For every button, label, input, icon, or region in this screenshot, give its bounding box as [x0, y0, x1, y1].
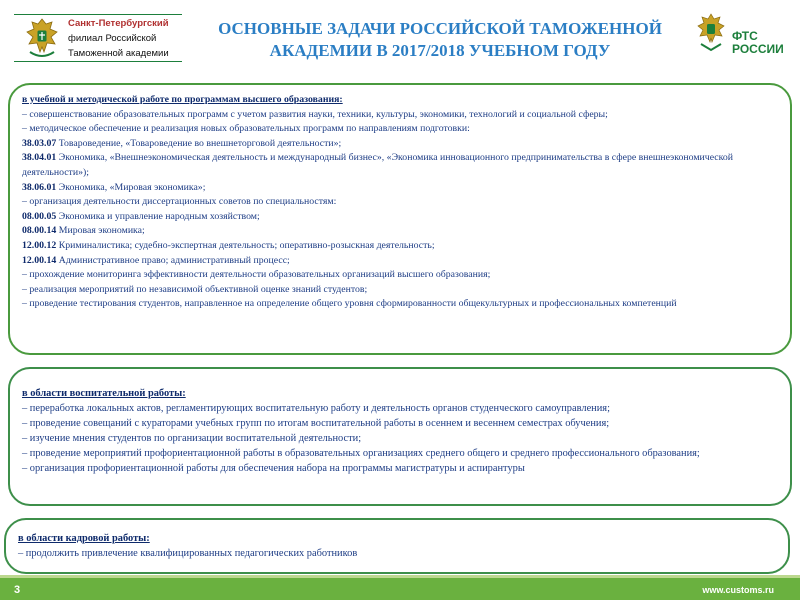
academy-emblem-icon — [22, 16, 62, 60]
branch-divider-bottom — [14, 61, 182, 62]
education-item: – методическое обеспечение и реализация новых образовательных программ по направлениям подготовки: — [22, 123, 470, 135]
branch-line-2: филиал Российской — [68, 33, 157, 44]
upbringing-item: – переработка локальных актов, регламентирующих воспитательную работу и деятельность органов студенческого самоуправления; — [22, 403, 610, 414]
staff-item: – продолжить привлечение квалифицированных педагогических работников — [18, 548, 358, 559]
page-title-line-2: АКАДЕМИИ В 2017/2018 УЧЕБНОМ ГОДУ — [269, 41, 611, 60]
branch-divider-top — [14, 14, 182, 15]
branch-line-3: Таможенной академии — [68, 48, 169, 59]
education-item: – проведение тестирования студентов, направленное на определение общего уровня сформированности общекультурных и профессиональных компетенций — [22, 298, 677, 310]
staff-heading: в области кадровой работы: — [18, 533, 150, 544]
page-title-line-1: ОСНОВНЫЕ ЗАДАЧИ РОССИЙСКОЙ ТАМОЖЕННОЙ — [218, 19, 662, 38]
page-title — [190, 18, 690, 62]
education-heading: в учебной и методической работе по программам высшего образования: — [22, 94, 343, 105]
upbringing-item: – организация профориентационной работы для обеспечения набора на программы магистратуры и аспирантуры — [22, 463, 525, 474]
education-item: 38.04.01 Экономика, «Внешнеэкономическая деятельность и международный бизнес», «Экономика инновационного предпринимательства в сфере внешнеэкономической деятельности»); — [22, 152, 734, 178]
education-item: – организация деятельности диссертационных советов по специальностям: — [22, 196, 337, 208]
upbringing-item: – проведение совещаний с кураторами учебных групп по итогам воспитательной работы в осеннем и весеннем семестрах обучения; — [22, 418, 610, 429]
education-item: 08.00.05 Экономика и управление народным хозяйством; — [22, 210, 260, 222]
education-item: 38.03.07 Товароведение, «Товароведение во внешнеторговой деятельности»; — [22, 137, 342, 149]
upbringing-section — [8, 367, 792, 506]
upbringing-heading: в области воспитательной работы: — [22, 388, 186, 399]
fts-logo-line-1: ФТС — [732, 29, 758, 43]
page-number: 3 — [14, 584, 21, 596]
fts-logo-text — [732, 30, 784, 56]
upbringing-item: – изучение мнения студентов по организации воспитательной деятельности; — [22, 433, 362, 444]
footer-site-link[interactable]: www.customs.ru — [702, 585, 774, 595]
fts-emblem-icon — [695, 12, 727, 52]
education-item: 12.00.12 Криминалистика; судебно-экспертная деятельность; оперативно-розыскная деятельность; — [22, 239, 435, 251]
education-item: – реализация мероприятий по независимой объективной оценке знаний студентов; — [22, 283, 368, 295]
education-section — [8, 83, 792, 355]
fts-logo-line-2: РОССИИ — [732, 42, 784, 56]
education-item: – прохождение мониторинга эффективности деятельности образовательных организаций высшего образования; — [22, 269, 491, 281]
branch-name — [68, 16, 169, 61]
education-item: 08.00.14 Мировая экономика; — [22, 225, 145, 237]
branch-line-1: Санкт-Петербургский — [68, 18, 169, 29]
education-item: 12.00.14 Административное право; административный процесс; — [22, 254, 290, 266]
staff-section — [4, 518, 790, 574]
upbringing-item: – проведение мероприятий профориентационной работы в образовательных организациях среднего общего и среднего профессионального образования; — [22, 448, 700, 459]
footer-bar — [0, 578, 800, 600]
education-item: 38.06.01 Экономика, «Мировая экономика»; — [22, 181, 206, 193]
education-item: – совершенствование образовательных программ с учетом развития науки, техники, культуры, экономики, технологий и социальной сферы; — [22, 108, 608, 120]
